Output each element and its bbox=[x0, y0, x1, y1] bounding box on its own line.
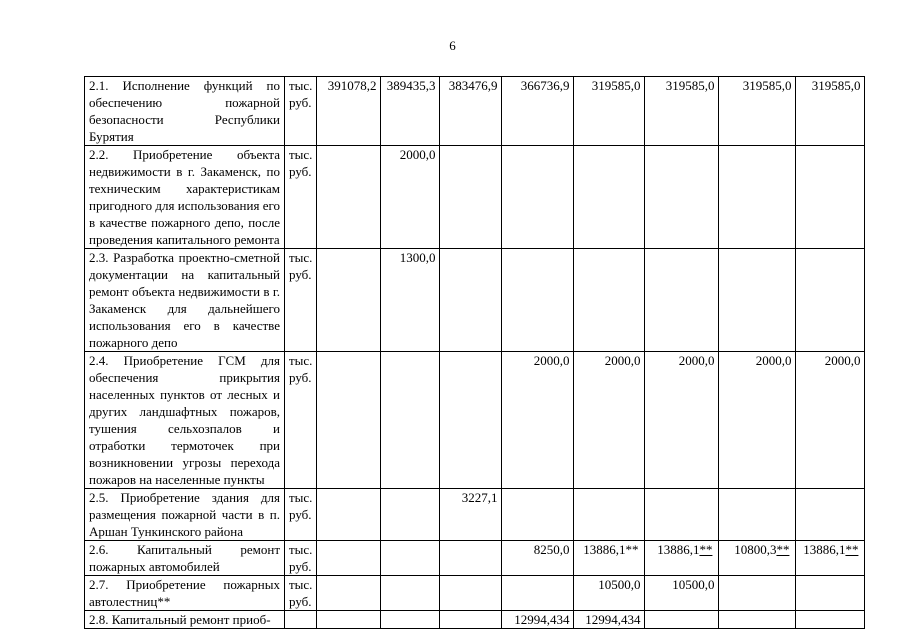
row-unit: тыс. руб. bbox=[285, 352, 317, 489]
row-unit bbox=[285, 611, 317, 629]
value-cell bbox=[796, 541, 865, 576]
value-cell bbox=[381, 611, 440, 629]
value-cell bbox=[502, 146, 574, 249]
row-unit: тыс. руб. bbox=[285, 576, 317, 611]
value-cell bbox=[317, 541, 381, 576]
value-cell: 389435,3 bbox=[381, 77, 440, 146]
value-cell bbox=[381, 576, 440, 611]
value-cell bbox=[317, 146, 381, 249]
value-cell bbox=[796, 249, 865, 352]
value-cell bbox=[719, 541, 796, 576]
value-cell: 2000,0 bbox=[381, 146, 440, 249]
row-unit: тыс. руб. bbox=[285, 146, 317, 249]
row-label: 2.2. Приобретение объекта недвижимости в г. Закаменск, по техническим характеристикам пригодного для использования его в качестве пожарного депо, после проведения капитального ремонта bbox=[85, 146, 285, 249]
row-unit: тыс. руб. bbox=[285, 541, 317, 576]
value-cell bbox=[645, 489, 719, 541]
value-cell: 319585,0 bbox=[796, 77, 865, 146]
budget-table bbox=[84, 76, 865, 629]
value-cell bbox=[719, 611, 796, 629]
value-cell bbox=[645, 249, 719, 352]
value-cell: 319585,0 bbox=[645, 77, 719, 146]
value-cell: 319585,0 bbox=[574, 77, 645, 146]
value-cell: 319585,0 bbox=[719, 77, 796, 146]
value-cell: 2000,0 bbox=[645, 352, 719, 489]
value-cell bbox=[645, 611, 719, 629]
value-cell bbox=[796, 146, 865, 249]
value-cell bbox=[381, 489, 440, 541]
value-cell bbox=[719, 146, 796, 249]
value-cell bbox=[440, 249, 502, 352]
value-cell bbox=[502, 249, 574, 352]
value-cell bbox=[440, 352, 502, 489]
value-cell: 2000,0 bbox=[502, 352, 574, 489]
value-cell: 2000,0 bbox=[796, 352, 865, 489]
page-number: 6 bbox=[449, 38, 456, 53]
value-cell bbox=[502, 489, 574, 541]
value-cell: 10500,0 bbox=[645, 576, 719, 611]
value-cell bbox=[719, 249, 796, 352]
table-row bbox=[85, 77, 865, 146]
value-cell: 13886,1** bbox=[574, 541, 645, 576]
table-row bbox=[85, 611, 865, 629]
value-cell: 8250,0 bbox=[502, 541, 574, 576]
row-label: 2.1. Исполнение функций по обеспечению пожарной безопасности Республики Бурятия bbox=[85, 77, 285, 146]
row-label: 2.4. Приобретение ГСМ для обеспечения прикрытия населенных пунктов от лесных и других ландшафтных пожаров, тушения сельхозпалов и отработки термоточек при возникновении угрозы перехода пожаров на населенные пункты bbox=[85, 352, 285, 489]
value-cell: 2000,0 bbox=[574, 352, 645, 489]
value-cell bbox=[440, 541, 502, 576]
value-cell bbox=[317, 611, 381, 629]
value-cell bbox=[440, 576, 502, 611]
value-cell bbox=[719, 489, 796, 541]
value-cell: 2000,0 bbox=[719, 352, 796, 489]
value-cell: 10500,0 bbox=[574, 576, 645, 611]
row-label: 2.7. Приобретение пожарных автолестниц** bbox=[85, 576, 285, 611]
value-cell: 383476,9 bbox=[440, 77, 502, 146]
value-cell bbox=[317, 249, 381, 352]
value-cell: 12994,434 bbox=[502, 611, 574, 629]
table-row bbox=[85, 541, 865, 576]
value-cell bbox=[317, 576, 381, 611]
value-cell: 1300,0 bbox=[381, 249, 440, 352]
table-row bbox=[85, 146, 865, 249]
table-row bbox=[85, 352, 865, 489]
value-cell: 366736,9 bbox=[502, 77, 574, 146]
row-unit: тыс. руб. bbox=[285, 249, 317, 352]
value-cell bbox=[574, 489, 645, 541]
value-number: 13886,1** bbox=[657, 542, 713, 557]
value-cell bbox=[381, 541, 440, 576]
row-label: 2.6. Капитальный ремонт пожарных автомобилей bbox=[85, 541, 285, 576]
value-cell bbox=[796, 611, 865, 629]
table-row bbox=[85, 249, 865, 352]
value-cell bbox=[317, 489, 381, 541]
value-cell bbox=[574, 249, 645, 352]
value-cell bbox=[502, 576, 574, 611]
row-label: 2.3. Разработка проектно-сметной документации на капитальный ремонт объекта недвижимости в г. Закаменск для дальнейшего использования его в качестве пожарного депо bbox=[85, 249, 285, 352]
value-cell: 3227,1 bbox=[440, 489, 502, 541]
value-cell bbox=[440, 146, 502, 249]
value-cell bbox=[645, 541, 719, 576]
value-cell: 12994,434 bbox=[574, 611, 645, 629]
value-cell bbox=[796, 576, 865, 611]
value-cell bbox=[645, 146, 719, 249]
table-row bbox=[85, 576, 865, 611]
row-unit: тыс. руб. bbox=[285, 489, 317, 541]
value-cell bbox=[796, 489, 865, 541]
value-number: 10800,3** bbox=[734, 542, 790, 557]
value-cell bbox=[317, 352, 381, 489]
row-label: 2.8. Капитальный ремонт приоб- bbox=[85, 611, 285, 629]
row-label: 2.5. Приобретение здания для размещения пожарной части в п. Аршан Тункинского района bbox=[85, 489, 285, 541]
value-cell bbox=[381, 352, 440, 489]
value-cell bbox=[440, 611, 502, 629]
value-cell bbox=[719, 576, 796, 611]
table-row bbox=[85, 489, 865, 541]
value-cell bbox=[574, 146, 645, 249]
value-cell: 391078,2 bbox=[317, 77, 381, 146]
row-unit: тыс. руб. bbox=[285, 77, 317, 146]
value-number: 13886,1** bbox=[803, 542, 859, 557]
